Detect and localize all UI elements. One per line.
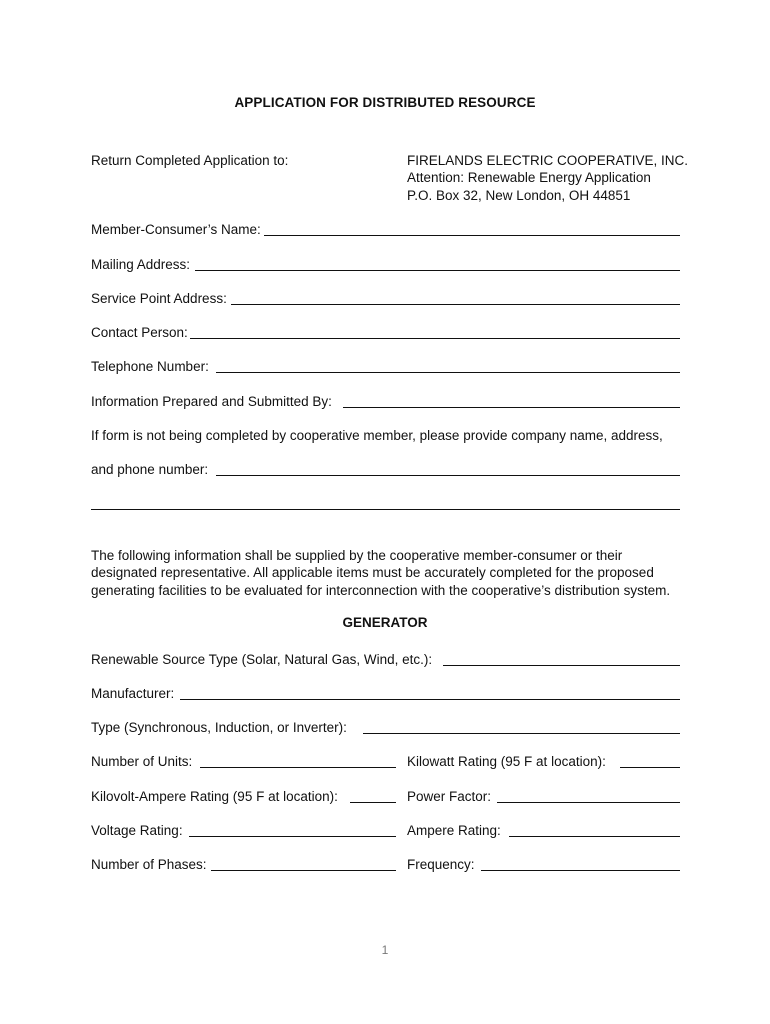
ampere-rating-label: Ampere Rating: bbox=[407, 823, 501, 838]
telephone-number-field[interactable] bbox=[216, 372, 680, 373]
number-of-phases-field[interactable] bbox=[211, 870, 396, 871]
company-info-field-extra[interactable] bbox=[91, 509, 680, 510]
company-note: If form is not being completed by cooperative member, please provide company name, address, bbox=[91, 428, 663, 443]
generator-type-label: Type (Synchronous, Induction, or Inverter): bbox=[91, 720, 347, 735]
contact-person-field[interactable] bbox=[190, 338, 680, 339]
ampere-rating-field[interactable] bbox=[509, 836, 680, 837]
page-number: 1 bbox=[381, 943, 389, 957]
member-name-label: Member-Consumer’s Name: bbox=[91, 222, 261, 237]
kva-rating-field[interactable] bbox=[350, 802, 396, 803]
kilowatt-rating-field[interactable] bbox=[620, 767, 680, 768]
contact-person-label: Contact Person: bbox=[91, 325, 188, 340]
kilowatt-rating-label: Kilowatt Rating (95 F at location): bbox=[407, 754, 606, 769]
address-line-1: FIRELANDS ELECTRIC COOPERATIVE, INC. bbox=[407, 153, 689, 168]
voltage-rating-label: Voltage Rating: bbox=[91, 823, 183, 838]
manufacturer-label: Manufacturer: bbox=[91, 686, 175, 701]
prepared-by-label: Information Prepared and Submitted By: bbox=[91, 394, 332, 409]
number-of-phases-label: Number of Phases: bbox=[91, 857, 207, 872]
kva-rating-label: Kilovolt-Ampere Rating (95 F at location): bbox=[91, 789, 338, 804]
generator-type-field[interactable] bbox=[363, 733, 680, 734]
member-name-field[interactable] bbox=[264, 235, 680, 236]
frequency-label: Frequency: bbox=[407, 857, 475, 872]
power-factor-field[interactable] bbox=[497, 802, 680, 803]
renewable-source-type-field[interactable] bbox=[443, 665, 680, 666]
info-paragraph: The following information shall be supplied by the cooperative member-consumer or their designated representative. All applicable items must be accurately completed for the proposed generating facilities to be evaluated for interconnection with the cooperative’s distribution system. bbox=[91, 548, 671, 598]
address-line-3: P.O. Box 32, New London, OH 44851 bbox=[407, 188, 631, 203]
service-point-address-field[interactable] bbox=[231, 304, 680, 305]
document-title: APPLICATION FOR DISTRIBUTED RESOURCE bbox=[234, 95, 536, 110]
number-of-units-field[interactable] bbox=[200, 767, 396, 768]
mailing-address-label: Mailing Address: bbox=[91, 257, 191, 272]
voltage-rating-field[interactable] bbox=[189, 836, 396, 837]
service-point-address-label: Service Point Address: bbox=[91, 291, 227, 306]
return-label: Return Completed Application to: bbox=[91, 153, 289, 168]
generator-section-title: GENERATOR bbox=[342, 615, 428, 630]
manufacturer-field[interactable] bbox=[180, 699, 680, 700]
prepared-by-field[interactable] bbox=[343, 407, 680, 408]
renewable-source-type-label: Renewable Source Type (Solar, Natural Gas, Wind, etc.): bbox=[91, 652, 433, 667]
telephone-number-label: Telephone Number: bbox=[91, 359, 209, 374]
power-factor-label: Power Factor: bbox=[407, 789, 492, 804]
number-of-units-label: Number of Units: bbox=[91, 754, 193, 769]
mailing-address-field[interactable] bbox=[195, 270, 680, 271]
address-line-2: Attention: Renewable Energy Application bbox=[407, 170, 651, 185]
frequency-field[interactable] bbox=[481, 870, 680, 871]
phone-number-label: and phone number: bbox=[91, 462, 209, 477]
company-info-field[interactable] bbox=[216, 475, 680, 476]
